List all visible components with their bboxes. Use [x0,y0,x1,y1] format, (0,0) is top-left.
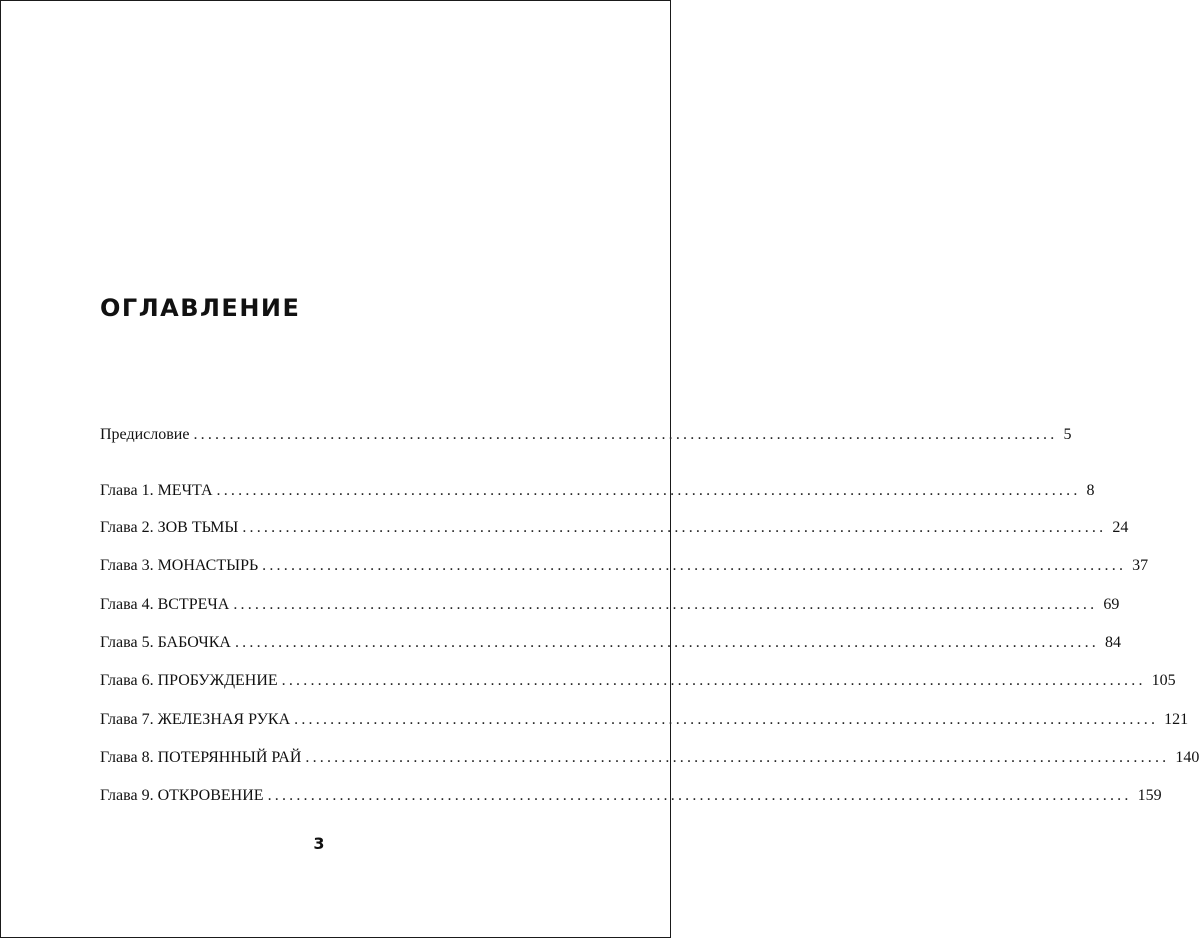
toc-entry-chapter-2 [100,517,1129,539]
dot-leader: ........................................................................................................................ [193,426,1058,443]
toc-entry-page: 8 [1086,482,1095,499]
toc-entry-chapter-3 [100,555,1149,577]
dot-leader: ........................................................................................................................ [233,596,1098,613]
toc-entry-page: 37 [1132,557,1149,574]
toc-entry-chapter-9 [100,785,1162,807]
toc-entry-page: 84 [1104,634,1121,651]
page-number: 3 [313,834,325,853]
toc-entry-label: Глава 8. ПОТЕРЯННЫЙ РАЙ [100,749,302,766]
toc-entry-chapter-7 [100,709,1189,731]
dot-leader: ........................................................................................................................ [216,482,1081,499]
toc-entry-label: Глава 7. ЖЕЛЕЗНАЯ РУКА [100,711,291,728]
toc-entry-page: 140 [1175,749,1199,766]
toc-entry-chapter-4 [100,594,1120,616]
toc-entry-page: 121 [1164,711,1189,728]
dot-leader: ........................................................................................................................ [267,787,1132,804]
dot-leader: ........................................................................................................................ [294,711,1159,728]
dot-leader: ........................................................................................................................ [262,557,1127,574]
dot-leader: ........................................................................................................................ [234,634,1099,651]
toc-entry-page: 5 [1063,426,1072,443]
dot-leader: ........................................................................................................................ [305,749,1170,766]
toc-entry-label: Глава 5. БАБОЧКА [100,634,231,651]
toc-entry-label: Предисловие [100,426,190,443]
toc-entry-page: 105 [1151,672,1176,689]
toc-entry-page: 69 [1103,596,1120,613]
toc-entry-chapter-5 [100,632,1121,654]
toc-entry-chapter-6 [100,670,1176,692]
toc-heading: ОГЛАВЛЕНИЕ [100,294,301,322]
toc-entry-page: 159 [1137,787,1162,804]
toc-entry-preface [100,424,1072,446]
dot-leader: ........................................................................................................................ [281,672,1146,689]
toc-entry-chapter-8 [100,747,1199,769]
toc-entry-label: Глава 2. ЗОВ ТЬМЫ [100,519,239,536]
toc-entry-label: Глава 6. ПРОБУЖДЕНИЕ [100,672,278,689]
toc-entry-label: Глава 3. МОНАСТЫРЬ [100,557,259,574]
toc-entry-chapter-1 [100,480,1095,502]
toc-entry-label: Глава 9. ОТКРОВЕНИЕ [100,787,264,804]
toc-entry-label: Глава 1. МЕЧТА [100,482,213,499]
toc-entry-page: 24 [1112,519,1129,536]
dot-leader: ........................................................................................................................ [242,519,1107,536]
toc-entry-label: Глава 4. ВСТРЕЧА [100,596,230,613]
